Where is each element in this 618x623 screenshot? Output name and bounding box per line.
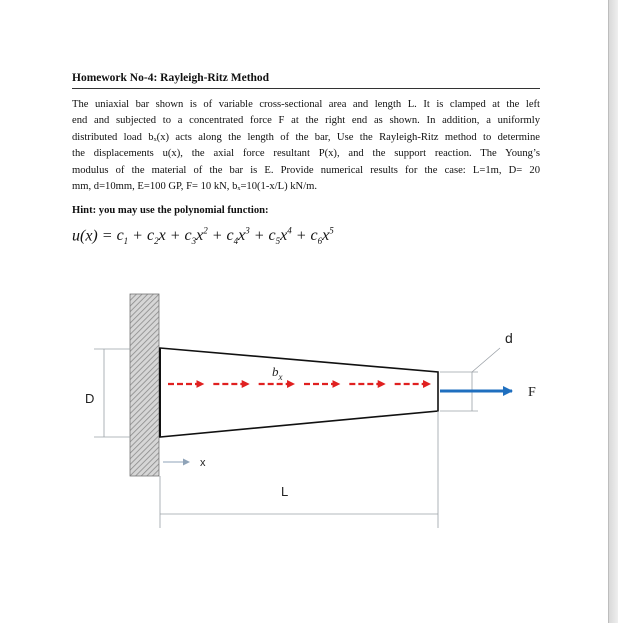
formula-term: $c_1$: [116, 227, 129, 247]
paragraph-line: modulus of the material of the bar is E. Provide numerical results for the case: L=1m, D= 20: [72, 164, 540, 176]
formula-term: $c_3x^2$: [184, 226, 208, 247]
paragraph-line: the displacements u(x), the axial force resultant P(x), and the support reaction. The Young’s: [72, 148, 540, 160]
formula-lhs: u(x): [72, 227, 98, 245]
polynomial-formula: $u(x) = c_1 + c_2x + c_3x^2 + c_4x^3 + c_5x^4 + c_6x^5$: [72, 226, 334, 247]
F-label: F: [528, 385, 536, 400]
formula-terms: $c_1 + c_2x + c_3x^2 + c_4x^3 + c_5x^4 + c_6x^5$: [116, 226, 334, 247]
D-label: D: [85, 391, 95, 406]
formula-term: $c_4x^3$: [226, 226, 250, 247]
paragraph-line: The uniaxial bar shown is of variable cross-sectional area and length L. It is clamped at the left: [72, 99, 540, 110]
clamped-wall: [130, 294, 159, 476]
formula-term: $c_2x$: [146, 227, 166, 247]
x-label: x: [200, 457, 206, 469]
load-label-b-letter: b: [272, 364, 279, 379]
d-label: d: [505, 330, 513, 346]
L-label: L: [281, 484, 289, 499]
d-leader: [472, 348, 500, 372]
formula-term: $c_6x^5$: [310, 226, 334, 247]
paragraph-line: end and subjected to a concentrated force F at the right end as shown. In addition, a uniformly: [72, 115, 540, 127]
paragraph-line: mm, d=10mm, E=100 GP, F= 10 kN, bₓ=10(1-x/L) kN/m.: [72, 181, 318, 193]
document-title: Homework No-4: Rayleigh-Ritz Method: [72, 72, 270, 84]
hint-text: Hint: you may use the polynomial function:: [72, 205, 269, 216]
formula-term: $c_5x^4$: [268, 226, 292, 247]
paragraph-line: distributed load bₓ(x) acts along the length of the bar, Use the Rayleigh-Ritz method to determine: [72, 131, 540, 143]
load-label-b-sub: x: [278, 372, 283, 382]
tapered-bar: [160, 348, 438, 437]
